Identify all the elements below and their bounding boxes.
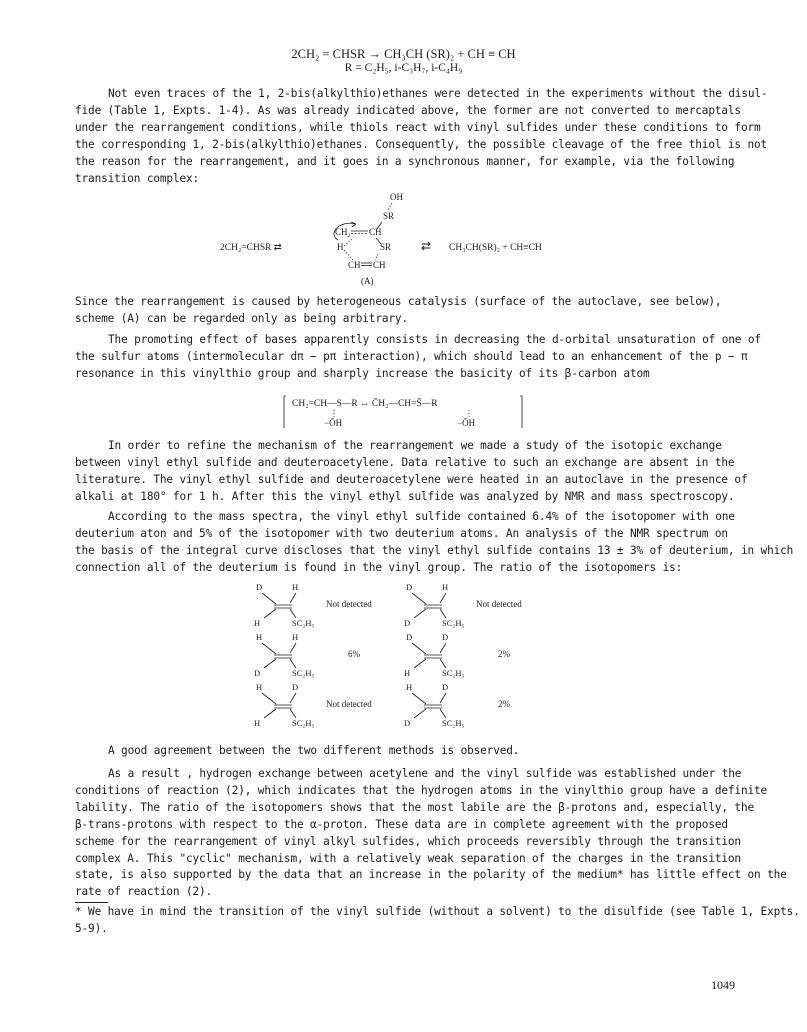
text-line: As a result , hydrogen exchange between acetylene and the vinyl sulfide was established under the — [108, 767, 742, 780]
reaction-equation: 2CH₂ = CHSR → CH₃CH (SR)₂ + CH ≡ CH — [291, 47, 516, 61]
text-line: rate of reaction (2). — [75, 885, 213, 899]
bond-line — [412, 643, 426, 654]
ch2-label: CH₂ — [335, 227, 351, 237]
substituent-bottom-right: SC₂H₅ — [292, 668, 315, 678]
resonance-structure — [282, 392, 532, 432]
text-line: the reason for the rearrangement, and it goes in a synchronous manner, for example, via the following — [75, 154, 735, 168]
substituent-top-left: D — [406, 632, 413, 642]
hydroxide-1: −ŌH — [324, 418, 343, 428]
ch-bottom-right-label: CH — [373, 260, 386, 270]
bond-line — [414, 659, 426, 668]
bond-line — [290, 659, 296, 668]
text-line: the sulfur atoms (intermolecular dπ − pπ interaction), which should lead to an enhancement of the p − π — [75, 349, 748, 363]
bond-line — [264, 709, 276, 718]
substituent-bottom-left: D — [404, 718, 411, 728]
substituent-top-right: D — [292, 682, 299, 692]
bond-line — [440, 643, 446, 653]
hydroxide-2: −ŌH — [457, 418, 476, 428]
substituent-top-left: D — [406, 582, 413, 592]
isotopomer-value: Not detected — [326, 699, 372, 709]
substituent-top-right: D — [442, 632, 449, 642]
substituent-bottom-left: H — [254, 618, 261, 628]
bond-line — [414, 709, 426, 718]
text-line: deuterium aton and 5% of the isotopomer with two deuterium atoms. An analysis of the NMR spectrum on — [75, 526, 728, 540]
oh-label: OH — [390, 192, 403, 202]
product-label: CH₃CH(SR)₂ + CH≡CH — [449, 243, 542, 253]
text-line: complex A. This "cyclic" mechanism, with a relatively weak separation of the charges in the transition — [75, 851, 741, 865]
bond-line — [290, 609, 296, 618]
text-line: A good agreement between the two different methods is observed. — [108, 744, 520, 757]
text-line: Since the rearrangement is caused by heterogeneous catalysis (surface of the autoclave, see below), — [75, 295, 722, 308]
text-line: Not even traces of the 1, 2-bis(alkylthio)ethanes were detected in the experiments without the disul- — [108, 87, 768, 100]
text-line: lability. The ratio of the isotopomers shows that the most labile are the β-protons and, especially, the — [75, 800, 755, 814]
isotopomer-value: 6% — [348, 649, 360, 659]
bond-line — [290, 643, 296, 653]
substituent-bottom-right: SC₂H₅ — [442, 618, 465, 628]
bond-line — [414, 609, 426, 618]
text-line: fide (Table 1, Expts. 1-4). As was already indicated above, the former are not converted to mercaptals — [75, 103, 741, 117]
substituent-top-right: H — [292, 582, 299, 592]
substituent-top-right: D — [442, 682, 449, 692]
substituent-bottom-right: SC₂H₅ — [292, 618, 315, 628]
isotopomer-value: 2% — [498, 699, 510, 709]
text-line: scheme (A) can be regarded only as being arbitrary. — [75, 311, 408, 325]
substituent-bottom-right: SC₂H₅ — [442, 668, 465, 678]
substituent-bottom-left: D — [254, 668, 261, 678]
text-line: scheme for the rearrangement of vinyl alkyl sulfides, which proceeds reversibly through the transition — [75, 834, 741, 848]
paragraph-5 — [75, 509, 794, 577]
paragraph-6 — [75, 743, 735, 760]
substituent-bottom-left: H — [254, 718, 261, 728]
substituent-bottom-left: D — [404, 618, 411, 628]
substituent-top-left: H — [256, 632, 263, 642]
paragraph-4 — [75, 438, 748, 506]
text-line: under the rearrangement conditions, while thiols react with vinyl sulfides under these conditions to form — [75, 120, 761, 134]
bond-line — [290, 593, 296, 603]
h-label: H — [337, 242, 344, 252]
footnote — [75, 904, 800, 938]
ch-top-label: CH — [369, 227, 382, 237]
text-line: alkali at 180° for 1 h. After this the vinyl ethyl sulfide was analyzed by NMR and mass spectroscopy. — [75, 489, 735, 503]
isotopomer-value: Not detected — [326, 599, 372, 609]
substituent-top-left: H — [406, 682, 413, 692]
bond-line — [440, 659, 446, 668]
footnote-line: * We have in mind the transition of the vinyl sulfide (without a solvent) to the disulfide (see Table 1, Expts. — [75, 905, 800, 918]
text-line: β-trans-protons with respect to the α-proton. These data are in complete agreement with the proposed — [75, 817, 728, 831]
text-line: According to the mass spectra, the vinyl ethyl sulfide contained 6.4% of the isotopomer with one — [108, 510, 735, 523]
reactant-label: 2CH₂=CHSR ⇄ — [220, 243, 282, 253]
footnote-rule — [75, 902, 108, 903]
bond-line — [264, 609, 276, 618]
isotopomer-value: Not detected — [476, 599, 522, 609]
substituent-top-left: H — [256, 682, 263, 692]
sr-right-label: SR — [380, 242, 392, 252]
text-line: transition complex: — [75, 171, 200, 185]
bond-line — [412, 693, 426, 704]
text-line: The promoting effect of bases apparently consists in decreasing the d-orbital unsaturation of one of — [108, 333, 761, 346]
substituent-bottom-right: SC₂H₅ — [442, 718, 465, 728]
text-line: connection all of the deuterium is found in the vinyl group. The ratio of the isotopomers is: — [75, 560, 683, 574]
bond-line — [440, 693, 446, 703]
text-line: conditions of reaction (2), which indicates that the hydrogen atoms in the vinylthio group have a definite — [75, 783, 768, 797]
text-line: In order to refine the mechanism of the rearrangement we made a study of the isotopic exchange — [108, 439, 722, 452]
paragraph-3 — [75, 332, 761, 383]
substituent-bottom-right: SC₂H₅ — [292, 718, 315, 728]
complex-label: (A) — [361, 276, 374, 286]
isotopomer-value: 2% — [498, 649, 510, 659]
bond-line — [440, 609, 446, 618]
isotopomer-grid — [250, 580, 570, 730]
substituent-top-right: H — [292, 632, 299, 642]
bond-line — [262, 643, 276, 654]
ch-bottom-left-label: CH — [348, 260, 361, 270]
bond-line — [412, 593, 426, 604]
text-line: literature. The vinyl ethyl sulfide and deuteroacetylene were heated in an autoclave in the presence of — [75, 472, 748, 486]
paragraph-2 — [75, 294, 735, 328]
paragraph-1 — [75, 86, 768, 187]
bond-line — [262, 693, 276, 704]
text-line: the basis of the integral curve discloses that the vinyl ethyl sulfide contains 13 ± 3% of deuterium, in which — [75, 543, 794, 557]
transition-complex-diagram — [220, 188, 640, 288]
bond-line — [290, 709, 296, 718]
resonance-formula: CH₂=CH—S—R ↔ C̄H₂—CH=S̄—R — [292, 399, 438, 409]
bond-line — [262, 593, 276, 604]
bond-line — [290, 693, 296, 703]
substituent-top-left: D — [256, 582, 263, 592]
paragraph-7 — [75, 766, 787, 901]
sr-top-label: SR — [383, 211, 395, 221]
text-line: resonance in this vinylthio group and sharply increase the basicity of its β-carbon atom — [75, 366, 650, 380]
substituent-top-right: H — [442, 582, 449, 592]
text-line: between vinyl ethyl sulfide and deuteroacetylene. Data relative to such an exchange are absent in the — [75, 455, 735, 469]
bond-line — [440, 593, 446, 603]
footnote-line: 5-9). — [75, 921, 108, 935]
text-line: state, is also supported by the data that an increase in the polarity of the medium* has little effect on the — [75, 868, 787, 882]
substituent-bottom-left: H — [404, 668, 411, 678]
reaction-substituents: R = C₂H₅, i-C₃H₇, i-C₄H₉ — [344, 62, 463, 74]
bond-line — [264, 659, 276, 668]
page-number: 1049 — [711, 978, 735, 992]
bond-line — [440, 709, 446, 718]
text-line: the corresponding 1, 2-bis(alkylthio)ethanes. Consequently, the possible cleavage of the free thiol is not — [75, 137, 768, 151]
equilibrium-arrow: ⇄ — [421, 239, 432, 253]
